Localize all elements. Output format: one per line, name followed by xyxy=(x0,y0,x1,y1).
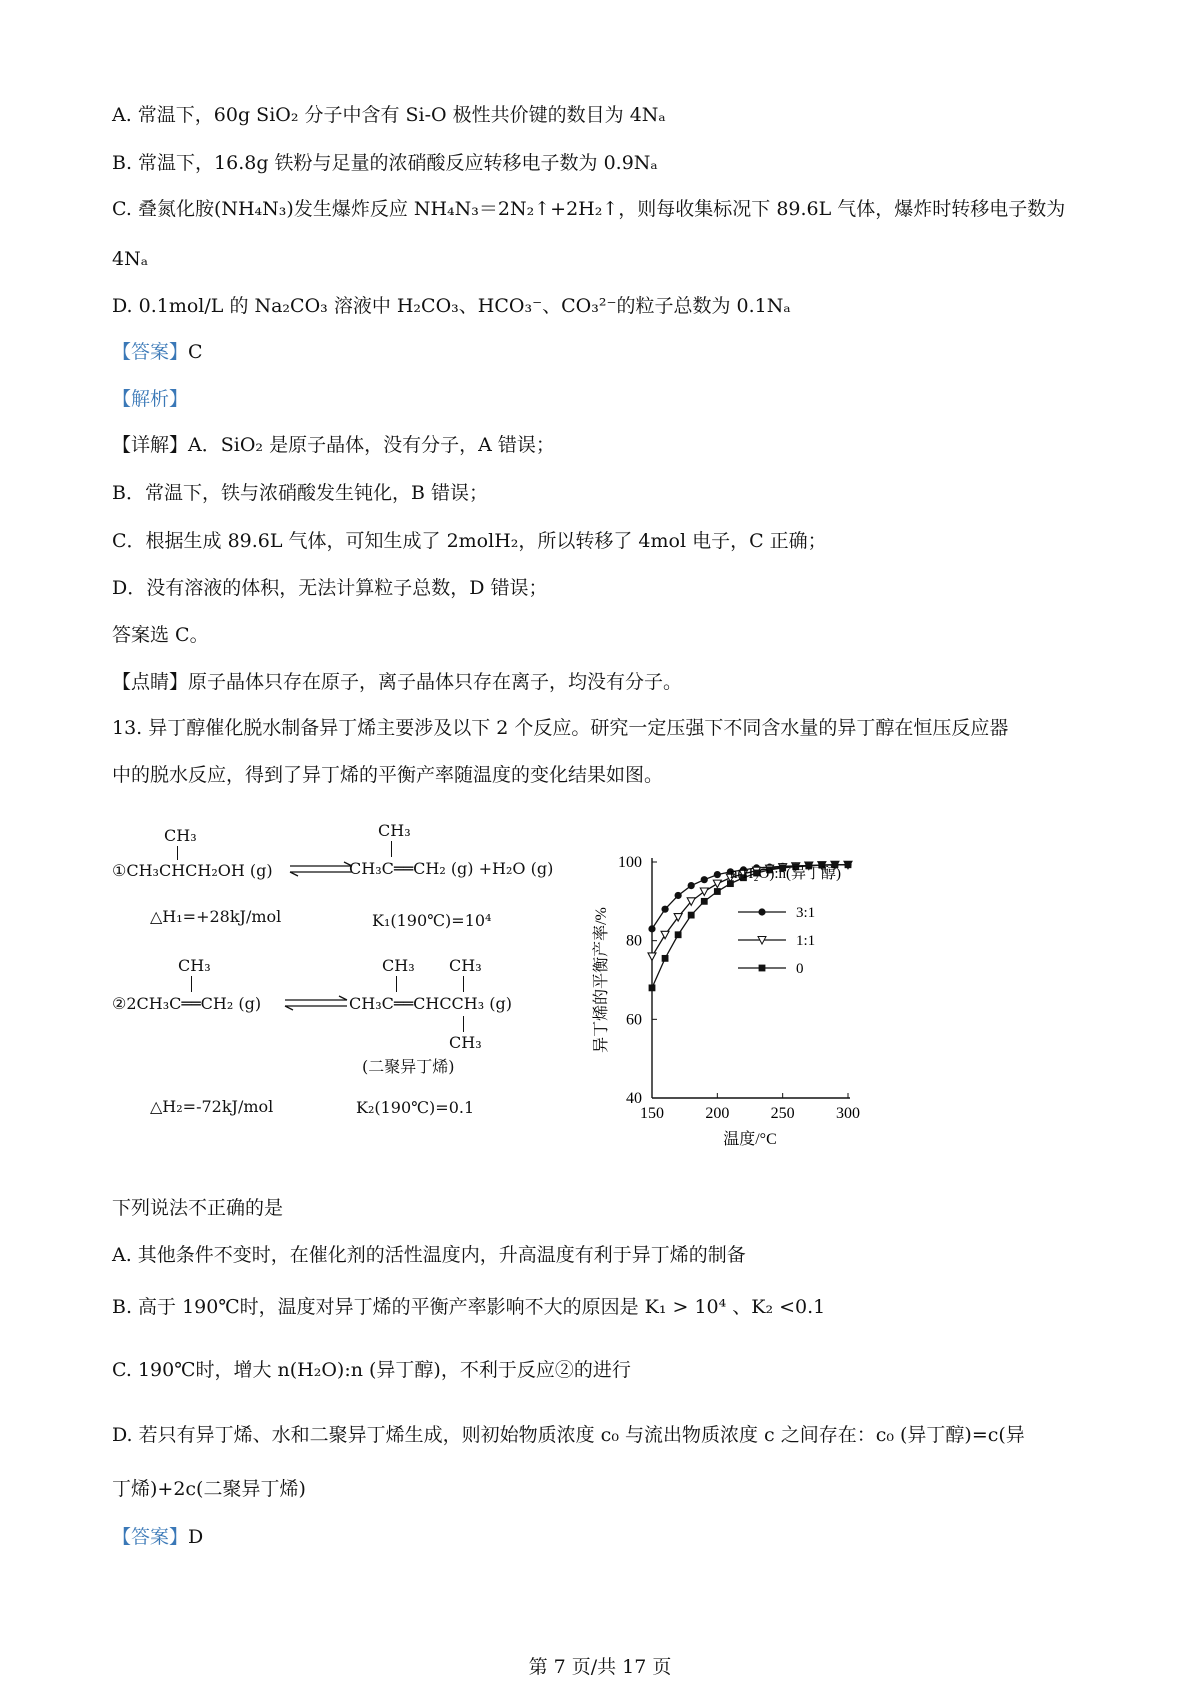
q13-option-c: C. 190℃时，增大 n(H₂O):n (异丁醇)，不利于反应②的进行 xyxy=(112,1359,631,1381)
yield-vs-temperature-chart xyxy=(580,830,960,1170)
y-tick-label: 100 xyxy=(618,854,642,871)
series-line-0 xyxy=(652,865,848,988)
r2-product-bond-b xyxy=(463,976,464,992)
legend-marker-3:1 xyxy=(758,908,765,915)
r1-product: CH₃C══CH₂ (g) +H₂O (g) xyxy=(349,859,554,878)
option-c-continued: 4Nₐ xyxy=(112,248,149,270)
q13-option-b: B. 高于 190℃时，温度对异丁烯的平衡产率影响不大的原因是 K₁ > 10⁴ 、K₂ <0.1 xyxy=(112,1296,826,1318)
q13-stem-line2: 中的脱水反应，得到了异丁烯的平衡产率随温度的变化结果如图。 xyxy=(112,764,664,786)
legend-label-0: 0 xyxy=(796,961,804,977)
r2-product-ch3-b: CH₃ xyxy=(449,956,482,975)
page-footer: 第 7 页/共 17 页 xyxy=(528,1656,672,1678)
r1-product-ch3: CH₃ xyxy=(378,821,411,840)
data-point-1:1 xyxy=(713,880,721,888)
r2-enthalpy: △H₂=-72kJ/mol xyxy=(150,1097,274,1116)
y-tick-label: 80 xyxy=(626,932,642,950)
data-point-1:1 xyxy=(648,953,656,961)
y-axis-label: 异丁烯的平衡产率/% xyxy=(593,907,610,1053)
comment-text: 原子晶体只存在原子，离子晶体只存在离子，均没有分子。 xyxy=(188,671,683,693)
data-point-0 xyxy=(845,861,852,868)
detail-d: D．没有溶液的体积，无法计算粒子总数，D 错误； xyxy=(112,577,548,599)
answer-tag: 【答案】 xyxy=(112,341,189,363)
x-tick-label: 200 xyxy=(705,1105,730,1122)
data-point-0 xyxy=(701,898,708,905)
r1-reactant: ①CH₃CHCH₂OH (g) xyxy=(112,861,273,880)
detail-a xyxy=(112,434,555,457)
q13-stem-line1: 13. 异丁醇催化脱水制备异丁烯主要涉及以下 2 个反应。研究一定压强下不同含水量的异丁醇在恒压反应器 xyxy=(112,717,1009,739)
detail-tag: 【详解】 xyxy=(112,434,189,456)
detail-conclusion: 答案选 C。 xyxy=(112,624,209,646)
data-point-3:1 xyxy=(714,871,721,878)
analysis-tag: 【解析】 xyxy=(112,388,189,410)
r2-product-ch3-a: CH₃ xyxy=(382,956,415,975)
option-a: A. 常温下，60g SiO₂ 分子中含有 Si-O 极性共价键的数目为 4Nₐ xyxy=(112,104,666,126)
answer-12 xyxy=(112,341,203,364)
r2-equilibrium-constant: K₂(190℃)=0.1 xyxy=(356,1098,475,1117)
r2-bond-line xyxy=(191,976,192,992)
r2-product-bond-a xyxy=(396,976,397,992)
data-point-3:1 xyxy=(688,882,695,889)
data-point-3:1 xyxy=(675,892,682,899)
q13-answer xyxy=(112,1526,203,1549)
comment xyxy=(112,671,682,694)
option-b: B. 常温下，16.8g 铁粉与足量的浓硝酸反应转移电子数为 0.9Nₐ xyxy=(112,152,658,174)
x-tick-label: 250 xyxy=(770,1105,795,1122)
r1-equilibrium-constant: K₁(190℃)=10⁴ xyxy=(372,911,492,930)
data-point-3:1 xyxy=(701,876,708,883)
detail-c: C．根据生成 89.6L 气体，可知生成了 2molH₂，所以转移了 4mol 电子，C 正确； xyxy=(112,530,827,552)
data-point-0 xyxy=(688,912,695,919)
r1-enthalpy: △H₁=+28kJ/mol xyxy=(150,907,282,926)
r2-ch3-top: CH₃ xyxy=(178,956,211,975)
data-point-3:1 xyxy=(661,906,668,913)
q13-option-d-line1: D. 若只有异丁烯、水和二聚异丁烯生成，则初始物质浓度 c₀ 与流出物质浓度 c 之间存在：c₀ (异丁醇)=c(异 xyxy=(112,1424,1025,1446)
r2-product-bond-c xyxy=(463,1016,464,1032)
x-axis-label: 温度/°C xyxy=(723,1131,777,1148)
comment-tag: 【点睛】 xyxy=(112,671,189,693)
x-tick-label: 300 xyxy=(836,1105,860,1122)
data-point-0 xyxy=(662,955,669,962)
r2-reactant: ②2CH₃C══CH₂ (g) xyxy=(112,994,262,1013)
x-tick-label: 150 xyxy=(640,1105,664,1122)
r1-bond-line xyxy=(177,846,178,860)
legend-label-3:1: 3:1 xyxy=(796,905,816,921)
r1-ch3-top: CH₃ xyxy=(164,826,197,845)
data-point-3:1 xyxy=(648,925,655,932)
r2-product-name: (二聚异丁烯) xyxy=(362,1057,455,1076)
option-c: C. 叠氮化胺(NH₄N₃)发生爆炸反应 NH₄N₃＝2N₂↑+2H₂↑，则每收集标况下 89.6L 气体，爆炸时转移电子数为 xyxy=(112,198,1066,220)
data-point-0 xyxy=(714,888,721,895)
r2-product: CH₃C══CHCCH₃ (g) xyxy=(349,994,512,1013)
detail-b: B．常温下，铁与浓硝酸发生钝化，B 错误； xyxy=(112,482,488,504)
q13-answer-value: D xyxy=(188,1526,204,1548)
r2-product-ch3-c: CH₃ xyxy=(449,1033,482,1052)
data-point-1:1 xyxy=(661,931,669,939)
detail-a-text: A．SiO₂ 是原子晶体，没有分子，A 错误； xyxy=(188,434,555,456)
q13-prompt: 下列说法不正确的是 xyxy=(112,1197,284,1219)
r2-equilibrium-arrow xyxy=(283,994,351,1012)
data-point-0 xyxy=(649,984,656,991)
legend-title: n(H₂O):n(异丁醇) xyxy=(730,866,842,882)
r1-product-bond xyxy=(391,841,392,857)
y-tick-label: 60 xyxy=(626,1011,642,1029)
legend-label-1:1: 1:1 xyxy=(796,933,816,949)
y-tick-label: 40 xyxy=(626,1090,642,1107)
q13-option-d-line2: 丁烯)+2c(二聚异丁烯) xyxy=(112,1478,306,1500)
q13-answer-tag: 【答案】 xyxy=(112,1526,189,1548)
answer-value: C xyxy=(188,341,203,363)
q13-option-a: A. 其他条件不变时，在催化剂的活性温度内，升高温度有利于异丁烯的制备 xyxy=(112,1244,746,1266)
legend-marker-0 xyxy=(759,965,766,972)
data-point-0 xyxy=(675,931,682,938)
option-d: D. 0.1mol/L 的 Na₂CO₃ 溶液中 H₂CO₃、HCO₃⁻、CO₃²⁻的粒子总数为 0.1Nₐ xyxy=(112,295,791,317)
r1-equilibrium-arrow xyxy=(288,860,356,878)
